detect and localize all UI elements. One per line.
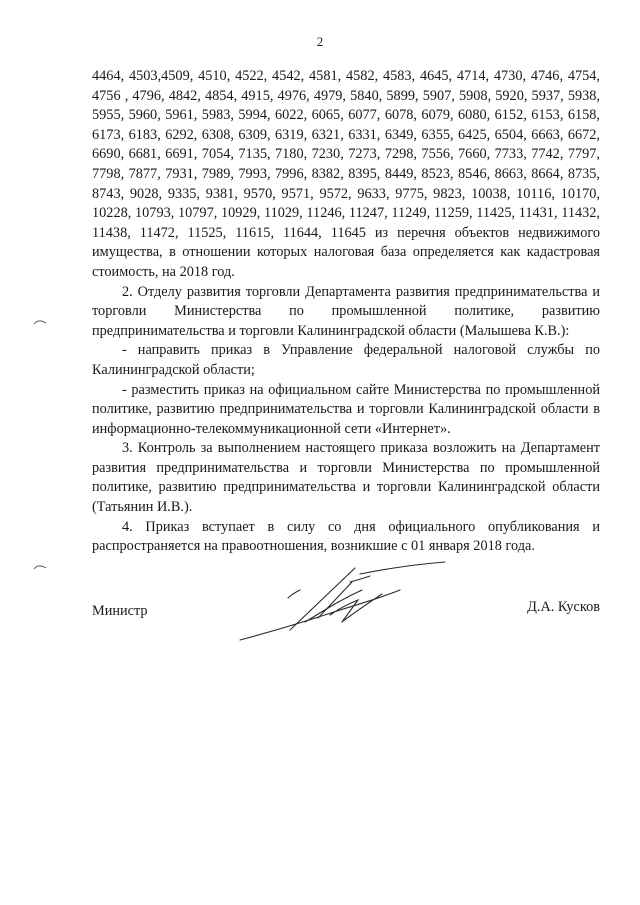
page-number: 2 [316,34,324,49]
handwritten-signature [230,560,450,650]
paragraph-subitem-publish: - разместить приказ на официальном сайте Министерства по промышленной политике, развитию предпринимательства и торговли Калининградской области в информационно-телекоммуникационной сети «Интернет». [92,381,600,437]
signatory-name: Д.А. Кусков [527,599,600,615]
signatory-title: Министр [92,603,148,619]
paragraph-item-3: 3. Контроль за выполнением настоящего приказа возложить на Департамент развития предпринимательства и торговли Министерства по промышленной политике, развитию предпринимательства и торговли Калининградской области (Татьянин И.В.). [92,440,600,516]
paragraph-object-list: 4464, 4503,4509, 4510, 4522, 4542, 4581, 4582, 4583, 4645, 4714, 4730, 4746, 4754, 4756 , 4796, 4842, 4854, 4915, 4976, 4979, 5840, 5899, 5907, 5908, 5920, 5937, 5938, 5955, 5960, 5961, 5983, 5994, 6022, 6065, 6077, 6078, 6079, 6080, 6152, 6153, 6158, 6173, 6183, 6292, 6308, 6309, 6319, 6321, 6331, 6349, 6355, 6425, 6504, 6663, 6672, 6690, 6681, 6691, 7054, 7135, 7180, 7230, 7273, 7298, 7556, 7660, 7733, 7742, 7797, 7798, 7877, 7931, 7989, 7993, 7996, 8382, 8395, 8449, 8523, 8546, 8663, 8664, 8735, 8743, 9028, 9335, 9381, 9570, 9571, 9572, 9633, 9775, 9823, 10038, 10116, 10170, 10228, 10793, 10797, 10929, 11029, 11246, 11247, 11249, 11259, 11425, 11431, 11432, 11438, 11472, 11525, 11615, 11644, 11645 из перечня объектов недвижимого имущества, в отношении которых налоговая база определяется как кадастровая стоимость, на 2018 год. [92,68,600,280]
paragraph-item-4: 4. Приказ вступает в силу со дня официального опубликования и распространяется на правоотношения, возникшие с 01 января 2018 года. [92,518,600,555]
paragraph-item-2: 2. Отделу развития торговли Департамента развития предпринимательства и торговли Министерства по промышленной политике, развитию предпринимательства и торговли Калининградской области (Малышева К.В.): [92,283,600,339]
margin-mark-bottom [33,563,47,571]
margin-mark-top [33,318,47,326]
paragraph-subitem-send: - направить приказ в Управление федеральной налоговой службы по Калининградской области; [92,342,600,378]
document-body [92,67,600,557]
